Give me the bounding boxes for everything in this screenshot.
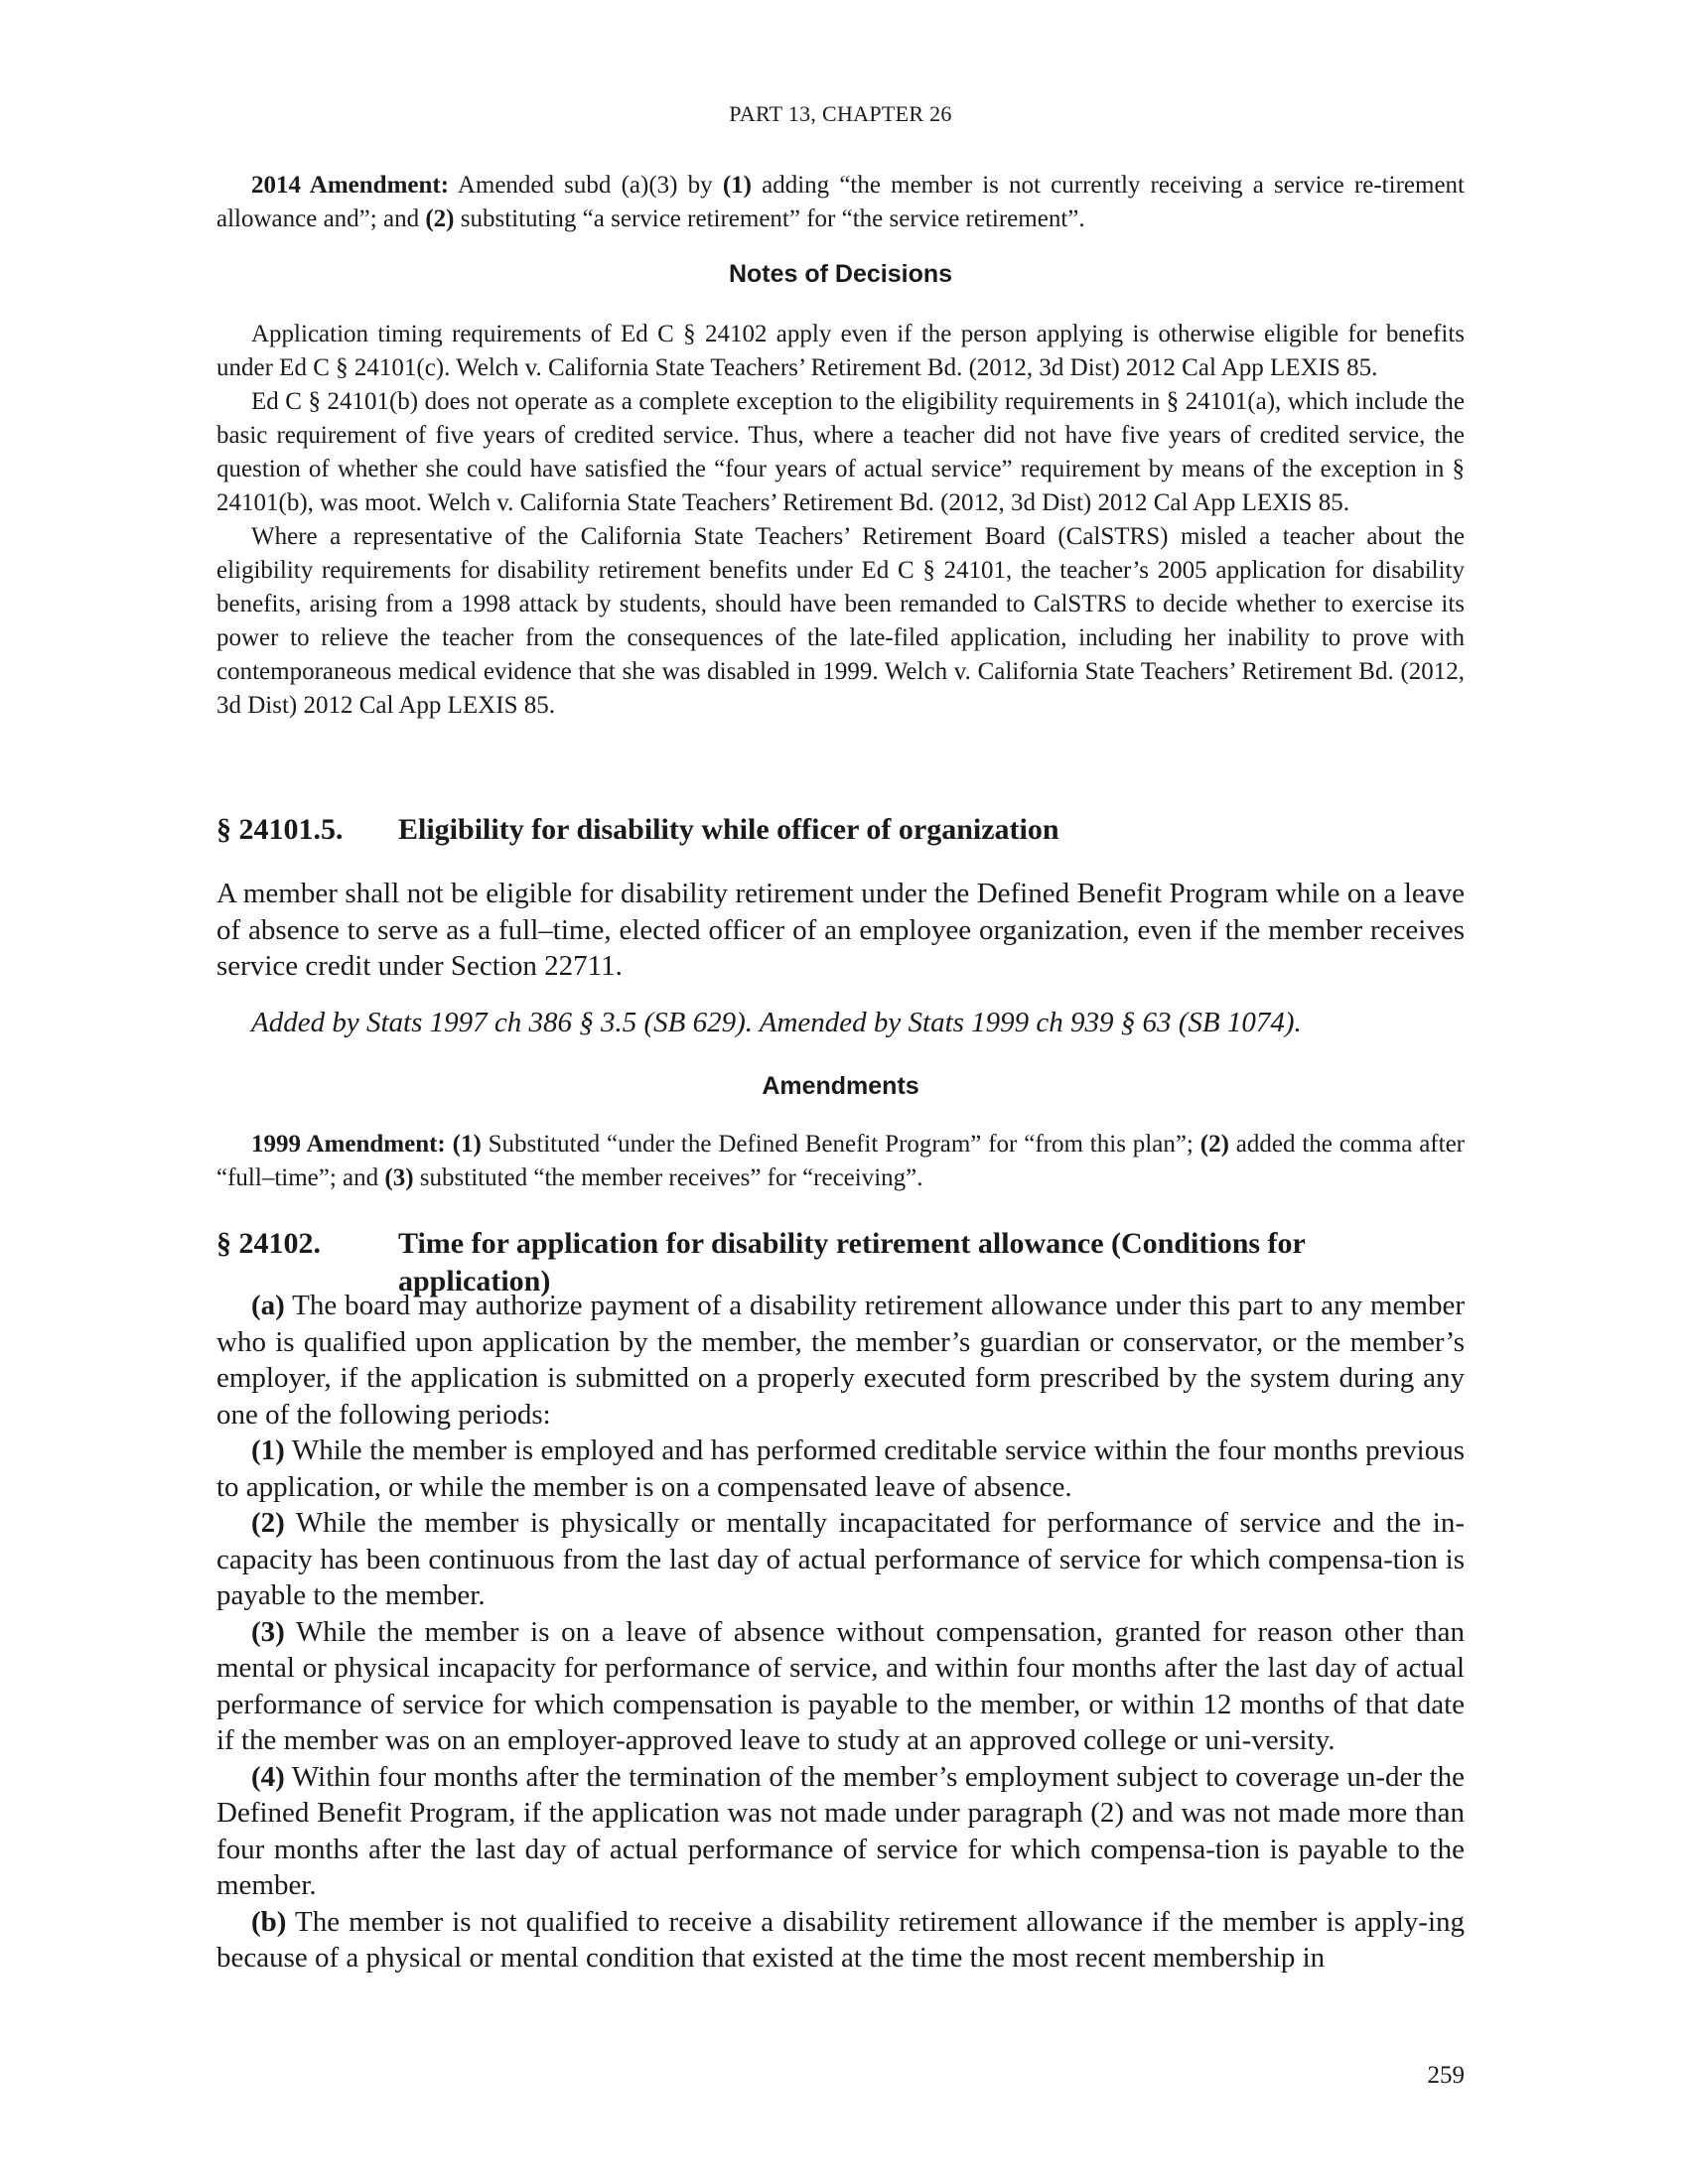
section-number: § 24101.5. (216, 813, 344, 846)
running-head: PART 13, CHAPTER 26 (729, 101, 952, 126)
subdivision-b (216, 1904, 1465, 1977)
amendments-heading: Amendments (762, 1072, 919, 1100)
notes-of-decisions (216, 318, 1465, 723)
note-text: Substituted “under the Defined Benefit Program” for “from this plan”; (481, 1131, 1200, 1158)
paragraph-2 (216, 1505, 1465, 1614)
paragraph-label: (1) (251, 1434, 285, 1466)
section-title: Eligibility for disability while officer of organization (398, 813, 1059, 846)
amendment-label: 1999 Amendment: (251, 1131, 446, 1158)
decision-note: Application timing requirements of Ed C § 24102 apply even if the person applying is otherwise eligible for benefits under Ed C § 24101(c). Welch v. California State Teachers’ Retirement Bd. (2012, 3d Dist) 2012 Cal App LEXIS 85. (216, 321, 1465, 381)
item-number: (1) (722, 172, 752, 199)
note-text: added the comma after “full–time”; and (216, 1131, 1465, 1191)
paragraph-text: Within four months after the termination of the member’s employment subject to coverage un-der the Defined Benefit Program, if the application was not made under paragraph (2) and was not made more than four months after the last day of actual performance of service for which compensa-tion is payable to the member. (216, 1760, 1465, 1901)
item-number: (3) (384, 1164, 414, 1191)
subdivision-a (216, 1288, 1465, 1433)
section-24102-body (216, 1288, 1465, 1977)
amendment-2014-note (216, 169, 1465, 236)
item-number: (1) (452, 1131, 482, 1158)
page-number: 259 (1427, 2062, 1465, 2089)
section-title: Time for application for disability retirement allowance (Conditions for application) (398, 1227, 1306, 1297)
amendment-1999-note (216, 1128, 1465, 1195)
note-text: substituted “the member receives” for “receiving”. (413, 1164, 923, 1191)
decision-note: Where a representative of the California State Teachers’ Retirement Board (CalSTRS) misled a teacher about the eligibility requirements for disability retirement benefits under Ed C § 24101, the teacher’s 2005 application for disability benefits, arising from a 1998 attack by students, should have been remanded to CalSTRS to decide whether to exercise its power to relieve the teacher from the consequences of the late-filed application, including her inability to prove with contemporaneous medical evidence that she was disabled in 1999. Welch v. California State Teachers’ Retirement Bd. (2012, 3d Dist) 2012 Cal App LEXIS 85. (216, 523, 1465, 719)
paragraph-text: While the member is on a leave of absence without compensation, granted for reason other than mental or physical incapacity for performance of service, and within four months after the last day of actual performance of service for which compensation is payable to the member, or within 12 months of that date if the member was on an employer-approved leave to study at an approved college or uni-versity. (216, 1615, 1465, 1756)
section-heading-24101-5 (216, 811, 1465, 849)
notes-of-decisions-heading: Notes of Decisions (728, 260, 953, 288)
paragraph-text: While the member is employed and has performed creditable service within the four months previous to application, or while the member is on a compensated leave of absence. (216, 1434, 1465, 1503)
paragraph-label: (2) (251, 1507, 285, 1539)
history-note: Added by Stats 1997 ch 386 § 3.5 (SB 629). Amended by Stats 1999 ch 939 § 63 (SB 1074). (251, 1007, 1302, 1038)
item-number: (2) (1199, 1131, 1229, 1158)
paragraph-1 (216, 1433, 1465, 1505)
section-body: A member shall not be eligible for disability retirement under the Defined Benefit Program while on a leave of absence to serve as a full–time, elected officer of an employee organization, even if the member receives service credit under Section 22711. (216, 878, 1465, 982)
note-text: substituting “a service retirement” for “the service retirement”. (454, 205, 1085, 232)
section-number: § 24102. (216, 1227, 321, 1260)
note-text: adding “the member is not currently receiving a service re-tirement allowance and”; and (216, 172, 1465, 232)
paragraph-text: The member is not qualified to receive a disability retirement allowance if the member is apply-ing because of a physical or mental condition that existed at the time the most recent membership in (216, 1905, 1465, 1974)
paragraph-3 (216, 1614, 1465, 1759)
note-text: Amended subd (a)(3) by (449, 172, 723, 199)
paragraph-label: (4) (251, 1760, 285, 1793)
paragraph-label: (a) (251, 1290, 285, 1321)
decision-note: Ed C § 24101(b) does not operate as a complete exception to the eligibility requirements in § 24101(a), which include the basic requirement of five years of credited service. Thus, where a teacher did not have five years of credited service, the question of whether she could have satisfied the “four years of actual service” requirement by means of the exception in § 24101(b), was moot. Welch v. California State Teachers’ Retirement Bd. (2012, 3d Dist) 2012 Cal App LEXIS 85. (216, 388, 1465, 516)
amendment-label: 2014 Amendment: (251, 172, 450, 199)
paragraph-label: (3) (251, 1615, 285, 1648)
paragraph-4 (216, 1759, 1465, 1904)
paragraph-text: The board may authorize payment of a disability retirement allowance under this part to any member who is qualified upon application by the member, the member’s guardian or conservator, or the member’s employer, if the application is submitted on a properly executed form prescribed by the system during any one of the following periods: (216, 1290, 1465, 1431)
paragraph-label: (b) (251, 1905, 287, 1938)
item-number: (2) (425, 205, 455, 232)
paragraph-text: While the member is physically or mentally incapacitated for performance of service and the in-capacity has been continuous from the last day of actual performance of service for which compensa-tion is payable to the member. (216, 1507, 1465, 1611)
